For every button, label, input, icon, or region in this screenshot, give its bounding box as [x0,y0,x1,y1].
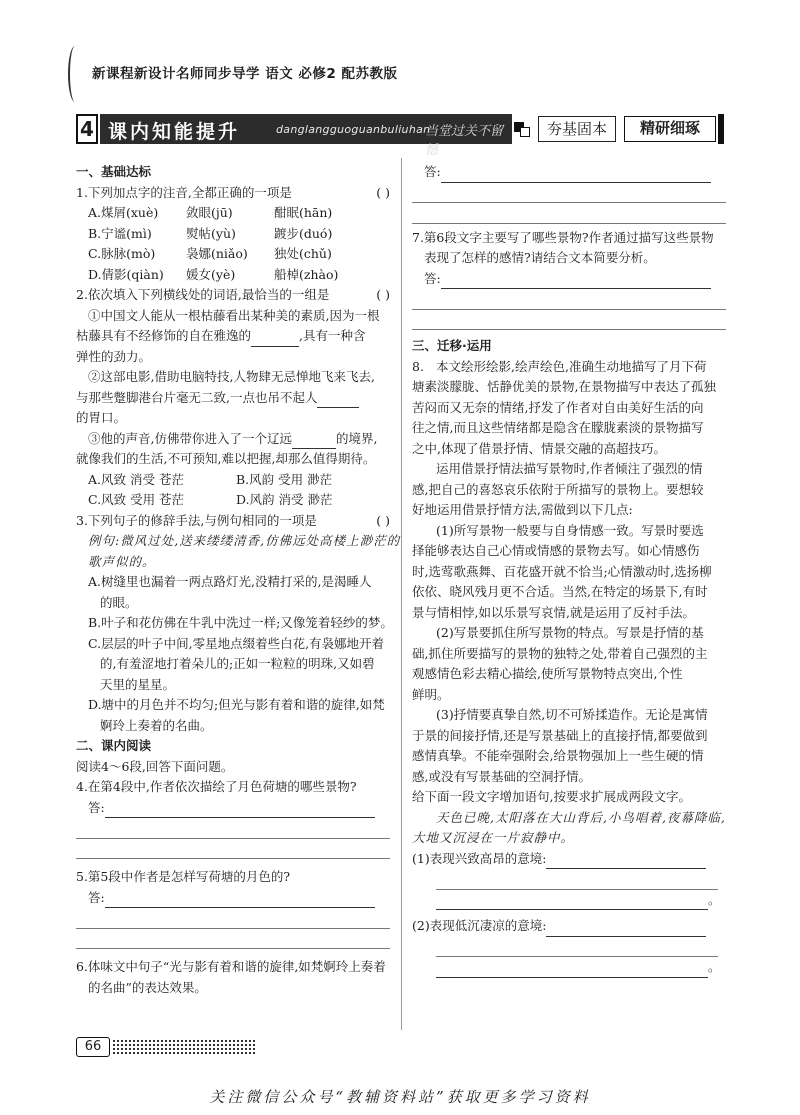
q2-passage: 就像我们的生活,不可预知,难以把握,却那么值得期待。 [76,451,376,466]
answer-line[interactable]: 答: [76,798,390,819]
answer-line[interactable]: 。 [412,957,726,978]
square-icon [514,120,532,138]
section-heading: 二、课内阅读 [76,738,152,753]
question-3: 3.下列句子的修辞手法,与例句相同的一项是 ( ) [76,512,390,528]
answer-line[interactable] [412,310,726,331]
q2-passage: 的胃口。 [76,410,127,425]
banner-title: 课内知能提升 [108,121,241,143]
left-column [76,162,401,998]
fill-blank[interactable] [292,435,336,449]
question-6: 的名曲”的表达效果。 [88,979,207,995]
book-title: 新课程新设计名师同步导学 语文 必修2 配苏教版 [92,66,398,82]
answer-line[interactable]: 答: [412,269,726,290]
q8-paragraph-1: 往之情,而且这些情绪都是隐含在朦胧素淡的景物描写 [412,420,704,435]
column-divider [401,158,402,1030]
answer-line[interactable]: 。 [412,890,726,911]
q1-option-c: C.脉脉(mò) 袅娜(niǎo) 独处(chǔ) [88,246,332,261]
q2-passage: 弹性的劲力。 [76,348,152,364]
reading-intro: 阅读4～6段,回答下面问题。 [76,758,234,774]
q8-paragraph-1: 8. 本文绘形绘影,绘声绘色,准确生动地描写了月下荷 [412,358,707,374]
q8-paragraph-2: 运用借景抒情法描写景物时,作者倾注了强烈的情 [436,461,703,476]
q1-option-b: B.宁谧(mì) 熨帖(yù) 踱步(duó) [88,225,333,241]
right-column [412,162,726,978]
q8-paragraph-4: 观感情色彩去精心描绘,使所写景物特点突出,个性 [412,666,683,681]
q1-option-d: D.倩影(qiàn) 媛女(yè) 船棹(zhào) [88,266,339,282]
tab-advanced: 精研细琢 [624,116,716,142]
q2-passage: ③他的声音,仿佛带你进入了一个辽远 的境界, [76,429,390,450]
q3-option-c: 天里的星星。 [100,676,176,692]
fill-blank[interactable] [317,394,359,408]
q8-task: 给下面一段文字增加语句,按要求扩展成两段文字。 [412,789,691,804]
answer-line[interactable] [546,855,706,869]
q3-option-c: 的,有羞涩地打着朵儿的;正如一粒粒的明珠,又如碧 [100,656,375,671]
answer-line[interactable] [76,839,390,860]
tab-basics: 夯基固本 [538,116,616,142]
q3-option-d: 婀玲上奏着的名曲。 [100,717,213,733]
q8-sub-2: (2)表现低沉凄凉的意境: [412,916,726,937]
question-7: 7.第6段文字主要写了哪些景物?作者通过描写这些景物 [412,229,714,245]
q8-paragraph-4: 鲜明。 [412,686,450,702]
q2-passage: ②这部电影,借助电脑特技,人物肆无忌惮地飞来飞去, [88,369,375,384]
q8-source-text: 大地又沉浸在一片寂静中。 [412,830,575,845]
q8-source-text: 天色已晚,太阳落在大山背后,小鸟唱着,夜幕降临, [436,809,726,825]
q8-paragraph-3: 依依、晓风残月更不合适。当然,在特定的场景下,有时 [412,584,708,599]
q8-paragraph-3: 景与情相悖,如以乐景写哀情,就是运用了反衬手法。 [412,604,695,620]
answer-line[interactable] [412,203,726,224]
q2-passage: 枯藤具有不经修饰的自在雅逸的 ,具有一种含 [76,326,390,347]
footer-dot-pattern [112,1039,256,1055]
q3-option-c: C.层层的叶子中间,零星地点缀着些白花,有袅娜地开着 [88,635,385,651]
header-bracket [68,46,82,102]
question-4: 4.在第4段中,作者依次描绘了月色荷塘的哪些景物? [76,779,357,794]
q2-passage: 与那些蹩脚港台片毫无二致,一点也吊不起人 [76,388,390,409]
answer-line[interactable] [76,818,390,839]
q8-paragraph-4: 础,抓住所要描写的景物的独特之处,带着自己强烈的主 [412,645,708,661]
answer-line[interactable]: 答: [412,162,726,183]
q2-passage: ①中国文人能从一根枯藤看出某种美的素质,因为一根 [88,307,380,323]
q8-paragraph-3: (1)所写景物一般要与自身情感一致。写景时要选 [436,522,704,538]
q8-paragraph-3: 时,选莺歌燕舞、百花盛开就不恰当;心情激动时,选扬柳 [412,563,712,579]
q8-paragraph-1: 之中,体现了借景抒情、情景交融的高超技巧。 [412,440,666,456]
section-heading: 三、迁移·运用 [412,338,492,353]
q8-paragraph-1: 苦闷而又无奈的情绪,抒发了作者对自由美好生活的向 [412,399,704,415]
q8-paragraph-3: 择能够表达自己心情或情感的景物去写。如心情感伤 [412,543,700,558]
q2-options-cd: C.风致 受用 苍茫 D.风韵 消受 渺茫 [88,492,333,507]
question-6: 6.体味文中句子“光与影有着和谐的旋律,如梵婀玲上奏着 [76,959,386,974]
spacer [76,949,390,957]
section-banner [76,114,724,158]
q8-paragraph-5: (3)抒情要真挚自然,切不可矫揉造作。无论是寓情 [436,707,708,722]
q8-paragraph-5: 于景的间接抒情,还是写景基础上的直接抒情,都要做到 [412,727,708,743]
banner-end-bar [718,114,724,144]
answer-line[interactable] [546,923,706,937]
q3-example: 歌声似的。 [88,553,156,569]
q8-paragraph-2: 好地运用借景抒情方法,需做到以下几点: [412,502,633,517]
q8-sub-1: (1)表现兴致高昂的意境: [412,849,726,870]
answer-line[interactable] [412,183,726,204]
q3-option-d: D.塘中的月色并不均匀;但光与影有着和谐的旋律,如梵 [88,697,385,712]
question-1: 1.下列加点字的注音,全都正确的一项是 ( ) [76,184,390,200]
q8-paragraph-5: 感情真挚。不能牵强附会,给景物强加上一些生硬的情 [412,748,704,763]
banner-slogan: 当堂过关不留憾 [425,124,504,158]
q1-option-a: A.煤屑(xuè) 敛眼(jū) 酣眠(hān) [88,205,333,220]
answer-line[interactable] [76,908,390,929]
fill-blank[interactable] [251,333,299,347]
q3-option-b: B.叶子和花仿佛在牛乳中洗过一样;又像笼着轻纱的梦。 [88,615,393,630]
answer-line[interactable] [436,937,718,958]
spacer [76,859,390,867]
banner-pinyin: danglangguoguanbuliuhan [276,123,431,136]
answer-line[interactable] [412,289,726,310]
watermark-note: 关注微信公众号“教辅资料站”获取更多学习资料 [209,1088,591,1106]
q8-paragraph-5: 感,或没有写景基础的空洞抒情。 [412,768,591,784]
page-number: 66 [76,1037,110,1057]
question-5: 5.第5段中作者是怎样写荷塘的月色的? [76,869,291,884]
q3-option-a: 的眼。 [100,594,138,610]
answer-line[interactable]: 答: [76,888,390,909]
banner-number: 4 [76,114,98,144]
answer-line[interactable] [76,929,390,950]
answer-line[interactable] [436,869,718,890]
q2-options-ab: A.风致 消受 苍茫 B.风韵 受用 渺茫 [88,471,333,487]
question-7: 表现了怎样的感情?请结合文本简要分析。 [424,250,656,265]
question-2: 2.依次填入下列横线处的词语,最恰当的一组是 ( ) [76,287,390,302]
section-heading: 一、基础达标 [76,164,152,179]
banner-main [100,114,512,158]
q8-paragraph-2: 感,把自己的喜怒哀乐依附于所描写的景物上。要想较 [412,481,704,497]
q3-option-a: A.树缝里也漏着一两点路灯光,没精打采的,是渴睡人 [88,574,372,589]
q8-paragraph-4: (2)写景要抓住所写景物的特点。写景是抒情的基 [436,625,704,640]
q3-example: 例句:微风过处,送来缕缕清香,仿佛远处高楼上渺茫的 [88,533,401,548]
q8-paragraph-1: 塘素淡朦胧、恬静优美的景物,在景物描写中表达了孤独 [412,379,716,394]
